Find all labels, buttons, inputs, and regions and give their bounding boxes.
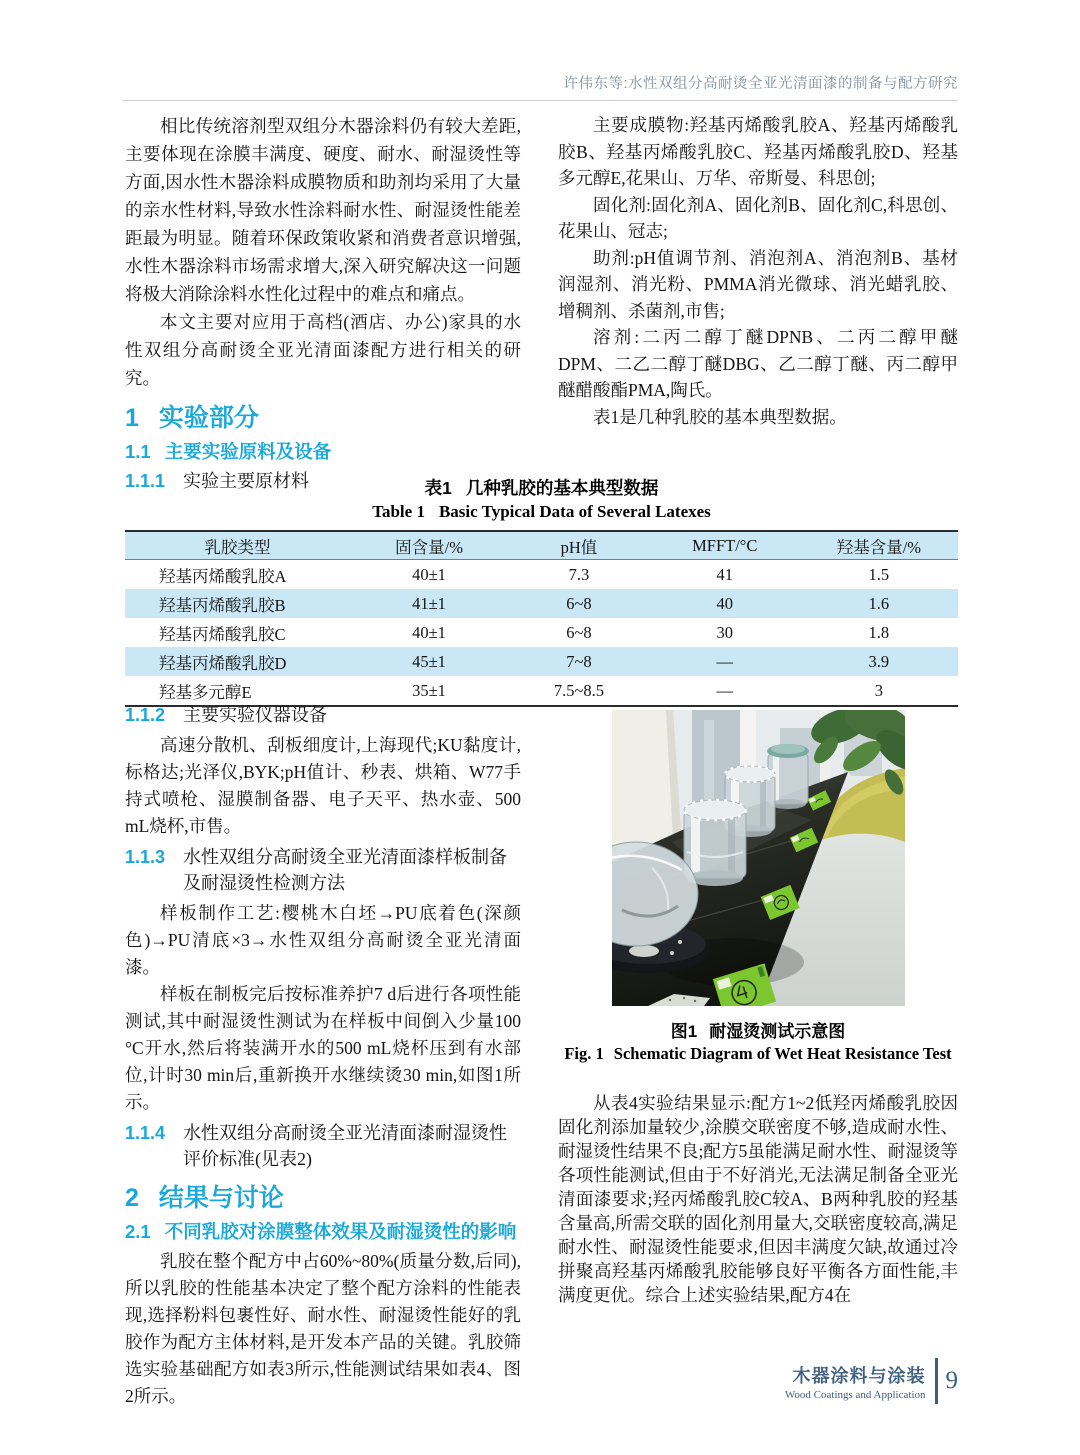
table1-block [125,477,958,707]
paragraph: 高速分散机、刮板细度计,上海现代;KU黏度计,标格达;光泽仪,BYK;pH值计、秒表、烘箱、W77手持式喷枪、湿膜制备器、电子天平、热水壶、500 mL烧杯,市售。 [125,735,521,836]
table-row [125,647,958,676]
table-cell: 1.5 [868,564,890,584]
table-cell: 7.5~8.5 [553,680,605,700]
table-cell: 40±1 [412,564,446,584]
figure1-caption-cn: 图1 耐湿烫测试示意图 [670,1022,846,1041]
journal-name-cn: 木器涂料与涂装 [792,1365,926,1386]
table1-title-en: Table 1 Basic Typical Data of Several Latexes [372,502,711,521]
section-title: 实验主要原材料 [183,471,309,491]
section-number: 1.1.2 [125,705,166,725]
table-cell: 6~8 [566,593,592,613]
section-number: 1.1.4 [125,1123,166,1143]
table-cell: 40 [716,593,733,613]
left-column-top [125,112,521,498]
section-number: 2.1 [125,1221,151,1242]
section-heading-1-1-4 [125,1120,521,1172]
figure1 [612,710,905,1006]
table-cell: 羟基丙烯酸乳胶D [159,653,287,673]
paragraph: 固化剂:固化剂A、固化剂B、固化剂C,科思创、花果山、冠志; [558,194,958,241]
table-cell: 羟基多元醇E [159,682,252,702]
journal-name-en: Wood Coatings and Application [784,1388,926,1401]
header-rule [122,100,958,101]
section-title: 实验部分 [158,404,259,432]
table-cell: 7~8 [566,651,592,671]
table-row [125,618,958,647]
section-title: 不同乳胶对涂膜整体效果及耐湿烫性的影响 [164,1221,517,1242]
section-title: 水性双组分高耐烫全亚光清面漆样板制备及耐湿烫性检测方法 [183,847,507,893]
paragraph: 样板制作工艺:樱桃木白坯→PU底着色(深颜色)→PU清底×3→水性双组分高耐烫全亚光清面漆。 [125,903,521,977]
figure1-label-en: Fig. 1 [564,1044,604,1063]
top-columns [125,112,958,498]
paragraph: 乳胶在整个配方中占60%~80%(质量分数,后同),所以乳胶的性能基本决定了整个配方涂料的性能表现,选择粉料包裹性好、耐水性、耐湿烫性能好的乳胶作为配方主体材料,是开发本产品的关键。乳胶筛选实验基础配方如表3所示,性能测试结果如表4、图2所示。 [125,1251,521,1406]
section-title: 水性双组分高耐烫全亚光清面漆耐湿烫性评价标准(见表2) [183,1123,507,1169]
table-cell: 41 [716,564,733,584]
paragraph: 本文主要对应用于高档(酒店、办公)家具的水性双组分高耐烫全亚光清面漆配方进行相关的研究。 [125,312,521,388]
left-column-bottom [125,698,521,1410]
table1-title-cn: 表1 几种乳胶的基本典型数据 [424,478,659,498]
figure1-label-cn: 图1 [670,1022,698,1041]
table-cell: 羟基丙烯酸乳胶A [159,566,287,586]
paragraph: 助剂:pH值调节剂、消泡剂A、消泡剂B、基材润湿剂、消光粉、PMMA消光微球、消光蜡乳胶、增稠剂、杀菌剂,市售; [558,247,958,321]
table-cell: 40±1 [412,622,446,642]
section-heading-1 [125,402,521,434]
table-cell: 1.6 [868,593,890,613]
right-column-top [558,112,958,498]
section-number: 2 [125,1184,139,1212]
paragraph: 溶剂:二丙二醇丁醚DPNB、二丙二醇甲醚DPM、二乙二醇丁醚DBG、乙二醇丁醚、丙二醇甲醚醋酸酯PMA,陶氏。 [558,327,958,400]
running-head: 许伟东等:水性双组分高耐烫全亚光清面漆的制备与配方研究 [563,76,958,92]
paragraph: 相比传统溶剂型双组分木器涂料仍有较大差距,主要体现在涂膜丰满度、硬度、耐水、耐湿烫性等方面,因水性木器涂料成膜物质和助剂均采用了大量的亲水性材料,导致水性涂料耐水性、耐湿烫性能差距最为明显。随着环保政策收紧和消费者意识增强,水性木器涂料市场需求增大,深入研究解决这一问题将极大消除涂料水性化过程中的难点和痛点。 [125,116,521,304]
section-number: 1.1.1 [125,471,166,491]
latex-data-table [125,530,958,707]
section-heading-2 [125,1182,521,1214]
section-number: 1.1 [125,441,151,462]
table-header-cell: 乳胶类型 [204,537,271,557]
table-cell: 35±1 [412,680,446,700]
paragraph: 表1是几种乳胶的基本典型数据。 [593,406,847,427]
page-footer [785,1358,958,1404]
section-heading-1-1-2 [125,702,521,728]
table-cell: 41±1 [412,593,446,613]
right-column-bottom [558,698,958,1410]
table-cell: 7.3 [568,564,590,584]
table1-label-cn: 表1 [424,478,452,498]
figure1-photo [612,710,905,1006]
table-cell: 羟基丙烯酸乳胶C [159,624,286,644]
table-cell: 羟基丙烯酸乳胶B [159,595,286,615]
section-heading-1-1-3 [125,844,521,896]
table-row [125,560,958,590]
table-cell: 3.9 [868,651,890,671]
page-number: 9 [945,1367,958,1394]
table-header-cell: pH值 [560,537,598,557]
section-title: 主要实验原料及设备 [164,441,332,462]
table-header-cell: 固含量/% [395,537,463,557]
section-number: 1.1.3 [125,847,166,867]
table-row [125,589,958,618]
table1-label-en: Table 1 [372,502,425,521]
table-header-cell: MFFT/°C [692,535,758,555]
section-heading-1-1 [125,440,521,464]
section-heading-2-1 [125,1220,521,1244]
paragraph: 主要成膜物:羟基丙烯酸乳胶A、羟基丙烯酸乳胶B、羟基丙烯酸乳胶C、羟基丙烯酸乳胶D、羟基多元醇E,花果山、万华、帝斯曼、科思创; [558,115,958,188]
table-cell: 6~8 [566,622,592,642]
section-title: 结果与讨论 [158,1184,284,1212]
table-cell: 1.8 [868,622,890,642]
table-cell: 30 [716,622,733,642]
table-cell: — [716,651,733,671]
footer-divider [935,1358,938,1404]
table-header-row [125,531,958,560]
paragraph: 样板在制板完后按标准养护7 d后进行各项性能测试,其中耐湿烫性测试为在样板中间倒入少量100 °C开水,然后将装满开水的500 mL烧杯压到有水部位,计时30 min后,重新换开水继续烫30 min,如图1所示。 [125,984,521,1112]
table-cell: 45±1 [412,651,446,671]
table-header-cell: 羟基含量/% [836,537,922,557]
figure1-caption-en: Fig. 1 Schematic Diagram of Wet Heat Resistance Test [564,1044,952,1063]
paragraph: 从表4实验结果显示:配方1~2低羟丙烯酸乳胶因固化剂添加量较少,涂膜交联密度不够,造成耐水性、耐湿烫性结果不良;配方5虽能满足耐水性、耐湿烫等各项性能测试,但由于不好消光,无法满足制备全亚光清面漆要求;羟丙烯酸乳胶C较A、B两种乳胶的羟基含量高,所需交联的固化剂用量大,交联密度较高,满足耐水性、耐湿烫性能要求,但因丰满度欠缺,故通过冷拼聚高羟基丙烯酸乳胶能够良好平衡各方面性能,丰满度更优。综合上述实验结果,配方4在 [558,1093,958,1305]
section-title: 主要实验仪器设备 [183,705,327,725]
table-cell: 3 [874,680,883,700]
table-cell: — [716,680,733,700]
section-number: 1 [125,404,139,432]
bottom-columns [125,698,958,1410]
journal-titles [785,1362,926,1401]
